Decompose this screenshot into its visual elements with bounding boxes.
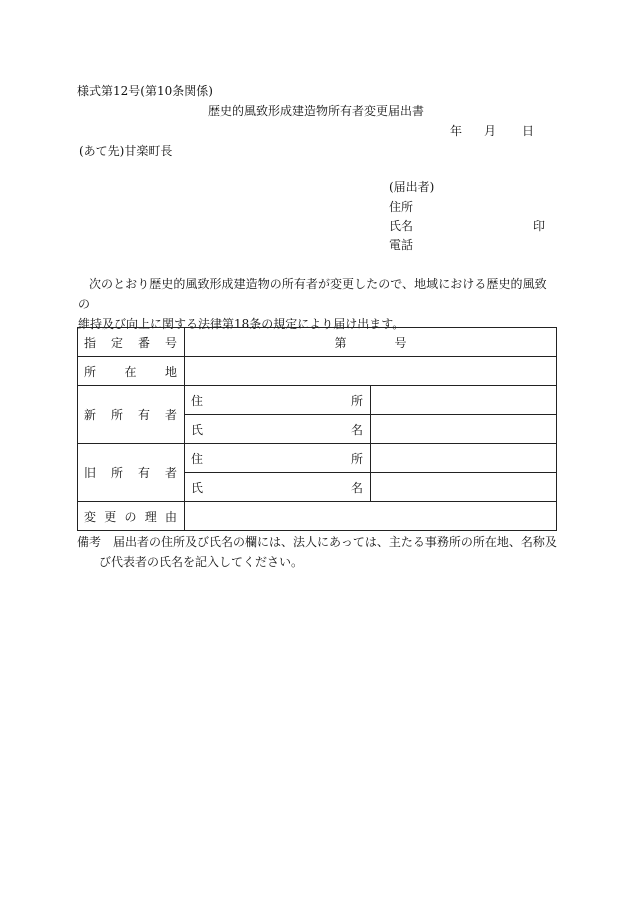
document-title: 歴史的風致形成建造物所有者変更届出書: [208, 104, 425, 118]
remarks-line-1: 届出者の住所及び氏名の欄には、法人にあっては、主たる事務所の所在地、名称及: [113, 535, 557, 549]
designation-number-row: [78, 328, 557, 357]
applicant-address-label: 住所: [389, 200, 414, 214]
applicant-label: (届出者): [389, 180, 435, 194]
new-owner-address-field[interactable]: [371, 386, 557, 415]
date-day: 日: [522, 124, 535, 138]
location-label: 所 在 地: [78, 357, 185, 386]
old-owner-address-row: [78, 444, 557, 473]
notification-statement: [78, 274, 558, 334]
date-month: 月: [484, 124, 497, 138]
designation-number-label: 指 定 番 号: [78, 328, 185, 357]
old-owner-label: 旧 所 有 者: [78, 444, 185, 502]
statement-line-1: 次のとおり歴史的風致形成建造物の所有者が変更したので、地域における歴史的風致の: [78, 277, 547, 311]
remarks: [77, 532, 562, 572]
applicant-phone-label: 電話: [389, 238, 414, 252]
old-owner-address-field[interactable]: [371, 444, 557, 473]
number-suffix: 号: [394, 335, 407, 350]
old-owner-name-field[interactable]: [371, 473, 557, 502]
old-owner-name-label: 氏 名: [185, 473, 371, 502]
old-owner-address-label: 住 所: [185, 444, 371, 473]
form-number: 様式第12号(第10条関係): [77, 84, 213, 98]
location-row: [78, 357, 557, 386]
designation-number-field[interactable]: [185, 328, 557, 357]
remarks-line-2: び代表者の氏名を記入してください。: [99, 555, 304, 569]
addressee: (あて先)甘楽町長: [79, 144, 173, 158]
statement-line-2: 維持及び向上に関する法律第18条の規定により届け出ます。: [78, 317, 405, 331]
remarks-label: 備考: [77, 535, 102, 549]
date-year: 年: [450, 124, 463, 138]
number-prefix: 第: [334, 335, 347, 350]
seal-mark: 印: [533, 219, 546, 233]
change-reason-row: [78, 502, 557, 531]
location-field[interactable]: [185, 357, 557, 386]
new-owner-address-row: [78, 386, 557, 415]
applicant-name-label: 氏名: [389, 219, 414, 233]
new-owner-name-label: 氏 名: [185, 415, 371, 444]
new-owner-address-label: 住 所: [185, 386, 371, 415]
change-reason-field[interactable]: [185, 502, 557, 531]
change-reason-label: 変 更 の 理 由: [78, 502, 185, 531]
notification-table: [77, 327, 557, 531]
new-owner-name-field[interactable]: [371, 415, 557, 444]
new-owner-label: 新 所 有 者: [78, 386, 185, 444]
